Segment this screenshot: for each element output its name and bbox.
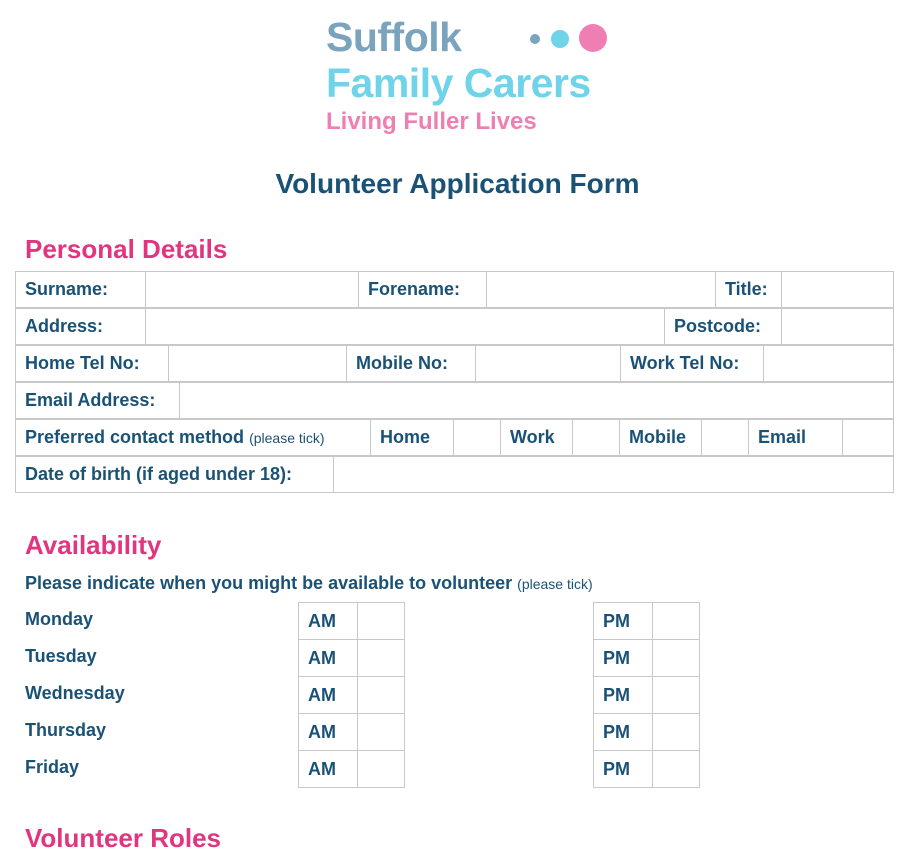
logo-dots-icon — [527, 20, 612, 56]
am-label: AM — [299, 677, 358, 714]
day-friday: Friday — [25, 757, 80, 777]
home-tel-label: Home Tel No: — [16, 346, 169, 382]
logo-tagline: Living Fuller Lives — [326, 108, 537, 135]
pm-label: PM — [594, 751, 653, 788]
contact-home-label: Home — [371, 420, 454, 456]
am-label: AM — [299, 751, 358, 788]
am-row-thursday — [299, 714, 405, 751]
postcode-label: Postcode: — [665, 309, 782, 345]
am-tickbox-monday[interactable] — [358, 603, 405, 640]
pm-row-monday — [594, 603, 700, 640]
postcode-field[interactable] — [782, 309, 894, 345]
am-row-friday — [299, 751, 405, 788]
am-tickbox-wednesday[interactable] — [358, 677, 405, 714]
pm-slot-table — [593, 602, 700, 788]
pm-label: PM — [594, 603, 653, 640]
am-label: AM — [299, 603, 358, 640]
pm-row-tuesday — [594, 640, 700, 677]
am-row-tuesday — [299, 640, 405, 677]
day-monday: Monday — [25, 609, 94, 629]
availability-please-tick: (please tick) — [517, 576, 593, 592]
contact-mobile-tickbox[interactable] — [702, 420, 749, 456]
mobile-no-field[interactable] — [476, 346, 621, 382]
surname-label: Surname: — [16, 272, 146, 308]
mobile-no-label: Mobile No: — [347, 346, 476, 382]
pm-tickbox-tuesday[interactable] — [653, 640, 700, 677]
preferred-contact-label — [16, 420, 371, 456]
availability-heading: Availability — [25, 530, 162, 560]
logo — [322, 14, 622, 139]
contact-work-label: Work — [501, 420, 573, 456]
am-label: AM — [299, 714, 358, 751]
please-tick-note: (please tick) — [249, 430, 325, 446]
availability-intro-text: Please indicate when you might be available to volunteer — [25, 573, 513, 593]
pm-row-thursday — [594, 714, 700, 751]
row-names — [15, 271, 894, 308]
title-label: Title: — [716, 272, 782, 308]
forename-label: Forename: — [359, 272, 487, 308]
am-label: AM — [299, 640, 358, 677]
volunteer-roles-heading: Volunteer Roles — [25, 823, 222, 853]
pm-label: PM — [594, 677, 653, 714]
pm-tickbox-thursday[interactable] — [653, 714, 700, 751]
row-email — [15, 382, 894, 419]
am-tickbox-thursday[interactable] — [358, 714, 405, 751]
pm-tickbox-wednesday[interactable] — [653, 677, 700, 714]
personal-details-table — [15, 271, 894, 493]
pm-label: PM — [594, 640, 653, 677]
am-tickbox-friday[interactable] — [358, 751, 405, 788]
am-row-monday — [299, 603, 405, 640]
day-tuesday: Tuesday — [25, 646, 97, 666]
preferred-contact-text: Preferred contact method — [25, 427, 245, 447]
pm-label: PM — [594, 714, 653, 751]
email-address-field[interactable] — [180, 383, 894, 419]
personal-details-heading: Personal Details — [25, 234, 228, 264]
contact-mobile-label: Mobile — [620, 420, 702, 456]
am-slot-table — [298, 602, 405, 788]
row-dob — [15, 456, 894, 493]
work-tel-label: Work Tel No: — [621, 346, 764, 382]
home-tel-field[interactable] — [169, 346, 347, 382]
work-tel-field[interactable] — [764, 346, 894, 382]
contact-email-label: Email — [749, 420, 843, 456]
row-phones — [15, 345, 894, 382]
row-address — [15, 308, 894, 345]
address-field[interactable] — [146, 309, 665, 345]
contact-work-tickbox[interactable] — [573, 420, 620, 456]
logo-text-suffolk: Suffolk — [326, 14, 462, 60]
contact-email-tickbox[interactable] — [843, 420, 894, 456]
pm-tickbox-monday[interactable] — [653, 603, 700, 640]
pm-row-wednesday — [594, 677, 700, 714]
surname-field[interactable] — [146, 272, 359, 308]
day-thursday: Thursday — [25, 720, 107, 740]
availability-intro — [25, 573, 593, 594]
contact-home-tickbox[interactable] — [454, 420, 501, 456]
am-tickbox-tuesday[interactable] — [358, 640, 405, 677]
forename-field[interactable] — [487, 272, 716, 308]
title-field[interactable] — [782, 272, 894, 308]
dob-field[interactable] — [334, 457, 894, 493]
day-wednesday: Wednesday — [25, 683, 125, 703]
dob-label: Date of birth (if aged under 18): — [16, 457, 334, 493]
am-row-wednesday — [299, 677, 405, 714]
address-label: Address: — [16, 309, 146, 345]
pm-row-friday — [594, 751, 700, 788]
row-contact-method — [15, 419, 894, 456]
logo-text-family-carers: Family Carers — [326, 60, 591, 106]
form-title: Volunteer Application Form — [275, 168, 640, 199]
email-address-label: Email Address: — [16, 383, 180, 419]
pm-tickbox-friday[interactable] — [653, 751, 700, 788]
